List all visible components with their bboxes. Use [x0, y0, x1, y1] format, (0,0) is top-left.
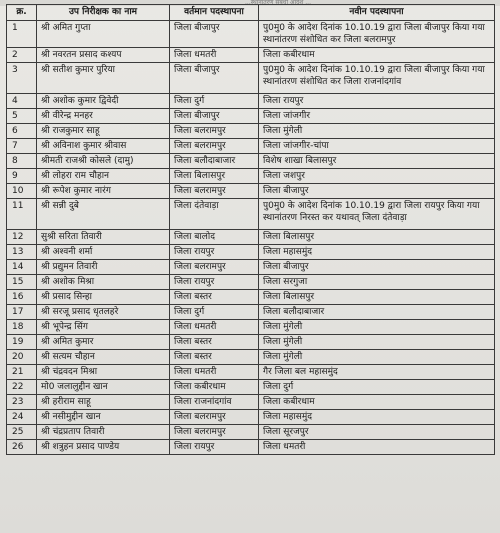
cell-new-posting: जिला जांजगीर-चांपा: [259, 139, 495, 154]
cell-new-posting: जिला मुंगेली: [259, 320, 495, 335]
table-row: [7, 410, 495, 425]
cell-serial: 11: [7, 199, 37, 230]
cell-current-posting: जिला बलरामपुर: [170, 184, 259, 199]
cell-new-posting: जिला सरगुजा: [259, 275, 495, 290]
table-row: [7, 425, 495, 440]
cell-name: श्री नवरतन प्रसाद कश्यप: [37, 48, 170, 63]
cell-name: श्री रूपेश कुमार नारंग: [37, 184, 170, 199]
table-row: [7, 275, 495, 290]
table-row: [7, 169, 495, 184]
table-row: [7, 440, 495, 455]
cell-name: श्री प्रसाद सिन्हा: [37, 290, 170, 305]
cell-current-posting: जिला धमतरी: [170, 365, 259, 380]
cell-new-posting: जिला रायपुर: [259, 94, 495, 109]
cell-serial: 16: [7, 290, 37, 305]
cell-new-posting: जिला बिलासपुर: [259, 230, 495, 245]
cell-serial: 24: [7, 410, 37, 425]
cell-new-posting: जिला महासमुंद: [259, 410, 495, 425]
cell-new-posting: जिला महासमुंद: [259, 245, 495, 260]
table-body: [7, 21, 495, 455]
cell-new-posting: जिला दुर्ग: [259, 380, 495, 395]
table-row: [7, 395, 495, 410]
cell-new-posting: जिला जशपुर: [259, 169, 495, 184]
cell-current-posting: जिला धमतरी: [170, 48, 259, 63]
table-row: [7, 305, 495, 320]
table-row: [7, 260, 495, 275]
cell-serial: 21: [7, 365, 37, 380]
cell-name: श्री सत्यम चौहान: [37, 350, 170, 365]
cell-current-posting: जिला बस्तर: [170, 350, 259, 365]
cell-current-posting: जिला बलौदाबाजार: [170, 154, 259, 169]
cell-new-posting: जिला कबीरधाम: [259, 395, 495, 410]
cell-new-posting: जिला जांजगीर: [259, 109, 495, 124]
cell-name: श्री अमित कुमार: [37, 335, 170, 350]
cell-name: श्री भूपेन्द्र सिंग: [37, 320, 170, 335]
cell-serial: 3: [7, 63, 37, 94]
cell-current-posting: जिला दुर्ग: [170, 305, 259, 320]
cell-name: मो0 जलालुद्दीन खान: [37, 380, 170, 395]
cell-new-posting: गैर जिला बल महासमुंद: [259, 365, 495, 380]
table-row: [7, 290, 495, 305]
cell-serial: 26: [7, 440, 37, 455]
cell-current-posting: जिला धमतरी: [170, 320, 259, 335]
cell-name: श्री प्रद्युमन तिवारी: [37, 260, 170, 275]
col-header-new-posting: नवीन पदस्थापना: [259, 5, 495, 21]
cell-name: श्री अशोक मिश्रा: [37, 275, 170, 290]
cell-current-posting: जिला बलरामपुर: [170, 260, 259, 275]
cell-serial: 18: [7, 320, 37, 335]
table-row: [7, 139, 495, 154]
cell-name: श्री नसीमुद्दीन खान: [37, 410, 170, 425]
cell-current-posting: जिला बलरामपुर: [170, 410, 259, 425]
cropped-header-text: ...स्थानांतरण संबंधी आदेश ...: [0, 0, 500, 6]
cell-name: श्री चंद्रवदन मिश्रा: [37, 365, 170, 380]
transfer-table: [6, 4, 495, 455]
cell-new-posting: जिला बीजापुर: [259, 260, 495, 275]
cell-new-posting: जिला मुंगेली: [259, 124, 495, 139]
table-row: [7, 154, 495, 169]
cell-name: श्री सतीश कुमार पुरिया: [37, 63, 170, 94]
cell-current-posting: जिला बलरामपुर: [170, 124, 259, 139]
cell-name: श्री शत्रुहन प्रसाद पाण्डेय: [37, 440, 170, 455]
cell-new-posting: विशेष शाखा बिलासपुर: [259, 154, 495, 169]
cell-serial: 20: [7, 350, 37, 365]
cell-current-posting: जिला बीजापुर: [170, 109, 259, 124]
cell-new-posting: पु0मु0 के आदेश दिनांक 10.10.19 द्वारा जिला बीजापुर किया गया स्थानांतरण संशोधित कर जिला राजनांदगांव: [259, 63, 495, 94]
table-row: [7, 350, 495, 365]
cell-current-posting: जिला बस्तर: [170, 335, 259, 350]
cell-name: श्री राजकुमार साहू: [37, 124, 170, 139]
col-header-serial: क्र.: [7, 5, 37, 21]
cell-current-posting: जिला बस्तर: [170, 290, 259, 305]
table-row: [7, 230, 495, 245]
cell-name: श्री अमित गुप्ता: [37, 21, 170, 48]
cell-serial: 17: [7, 305, 37, 320]
cell-serial: 15: [7, 275, 37, 290]
cell-name: श्रीमती राजश्री कोसले (दामु): [37, 154, 170, 169]
cell-serial: 23: [7, 395, 37, 410]
table-row: [7, 380, 495, 395]
cell-serial: 22: [7, 380, 37, 395]
cell-serial: 7: [7, 139, 37, 154]
cell-serial: 2: [7, 48, 37, 63]
cell-serial: 13: [7, 245, 37, 260]
cell-serial: 6: [7, 124, 37, 139]
table-row: [7, 94, 495, 109]
cell-serial: 1: [7, 21, 37, 48]
cell-name: श्री सन्नी दुबे: [37, 199, 170, 230]
table-row: [7, 124, 495, 139]
cell-current-posting: जिला बिलासपुर: [170, 169, 259, 184]
cell-new-posting: जिला बिलासपुर: [259, 290, 495, 305]
cell-new-posting: पु0मु0 के आदेश दिनांक 10.10.19 द्वारा जिला बीजापुर किया गया स्थानांतरण संशोधित कर जिला बलरामपुर: [259, 21, 495, 48]
cell-name: श्री अश्वनी शर्मा: [37, 245, 170, 260]
cell-serial: 19: [7, 335, 37, 350]
table-row: [7, 21, 495, 48]
cell-new-posting: जिला मुंगेली: [259, 350, 495, 365]
cell-serial: 8: [7, 154, 37, 169]
cell-current-posting: जिला बलरामपुर: [170, 425, 259, 440]
cell-serial: 14: [7, 260, 37, 275]
cell-new-posting: पु0मु0 के आदेश दिनांक 10.10.19 द्वारा जिला रायपुर किया गया स्थानांतरण निरस्त कर यथावत् जिला दंतेवाड़ा: [259, 199, 495, 230]
cell-name: सुश्री सरिता तिवारी: [37, 230, 170, 245]
cell-current-posting: जिला बलरामपुर: [170, 139, 259, 154]
table-header-row: [7, 5, 495, 21]
table-row: [7, 48, 495, 63]
table-row: [7, 245, 495, 260]
cell-current-posting: जिला बीजापुर: [170, 63, 259, 94]
cell-name: श्री वीरेन्द्र मनहर: [37, 109, 170, 124]
cell-serial: 10: [7, 184, 37, 199]
table-row: [7, 199, 495, 230]
cell-current-posting: जिला कबीरधाम: [170, 380, 259, 395]
cell-name: श्री चंद्रप्रताप तिवारी: [37, 425, 170, 440]
cell-new-posting: जिला कबीरधाम: [259, 48, 495, 63]
cell-serial: 4: [7, 94, 37, 109]
cell-current-posting: जिला रायपुर: [170, 440, 259, 455]
table-row: [7, 63, 495, 94]
cell-serial: 12: [7, 230, 37, 245]
cell-name: श्री अविनाश कुमार श्रीवास: [37, 139, 170, 154]
cell-current-posting: जिला दुर्ग: [170, 94, 259, 109]
cell-current-posting: जिला रायपुर: [170, 275, 259, 290]
cell-current-posting: जिला राजनांदगांव: [170, 395, 259, 410]
table-row: [7, 109, 495, 124]
cell-new-posting: जिला मुंगेली: [259, 335, 495, 350]
cell-new-posting: जिला सूरजपुर: [259, 425, 495, 440]
col-header-current-posting: वर्तमान पदस्थापना: [170, 5, 259, 21]
cell-new-posting: जिला बीजापुर: [259, 184, 495, 199]
table-row: [7, 335, 495, 350]
cell-new-posting: जिला बलौदाबाजार: [259, 305, 495, 320]
cell-serial: 25: [7, 425, 37, 440]
cell-new-posting: जिला धमतरी: [259, 440, 495, 455]
cell-current-posting: जिला बीजापुर: [170, 21, 259, 48]
table-row: [7, 365, 495, 380]
table-row: [7, 320, 495, 335]
table-row: [7, 184, 495, 199]
cell-current-posting: जिला रायपुर: [170, 245, 259, 260]
col-header-name: उप निरीक्षक का नाम: [37, 5, 170, 21]
cell-current-posting: जिला दंतेवाड़ा: [170, 199, 259, 230]
cell-serial: 5: [7, 109, 37, 124]
cell-name: श्री लोहरा राम चौहान: [37, 169, 170, 184]
cell-name: श्री अशोक कुमार द्विवेदी: [37, 94, 170, 109]
cell-name: श्री हरीराम साहू: [37, 395, 170, 410]
cell-current-posting: जिला बालोद: [170, 230, 259, 245]
cell-name: श्री सरजू प्रसाद धृतलहरे: [37, 305, 170, 320]
cell-serial: 9: [7, 169, 37, 184]
